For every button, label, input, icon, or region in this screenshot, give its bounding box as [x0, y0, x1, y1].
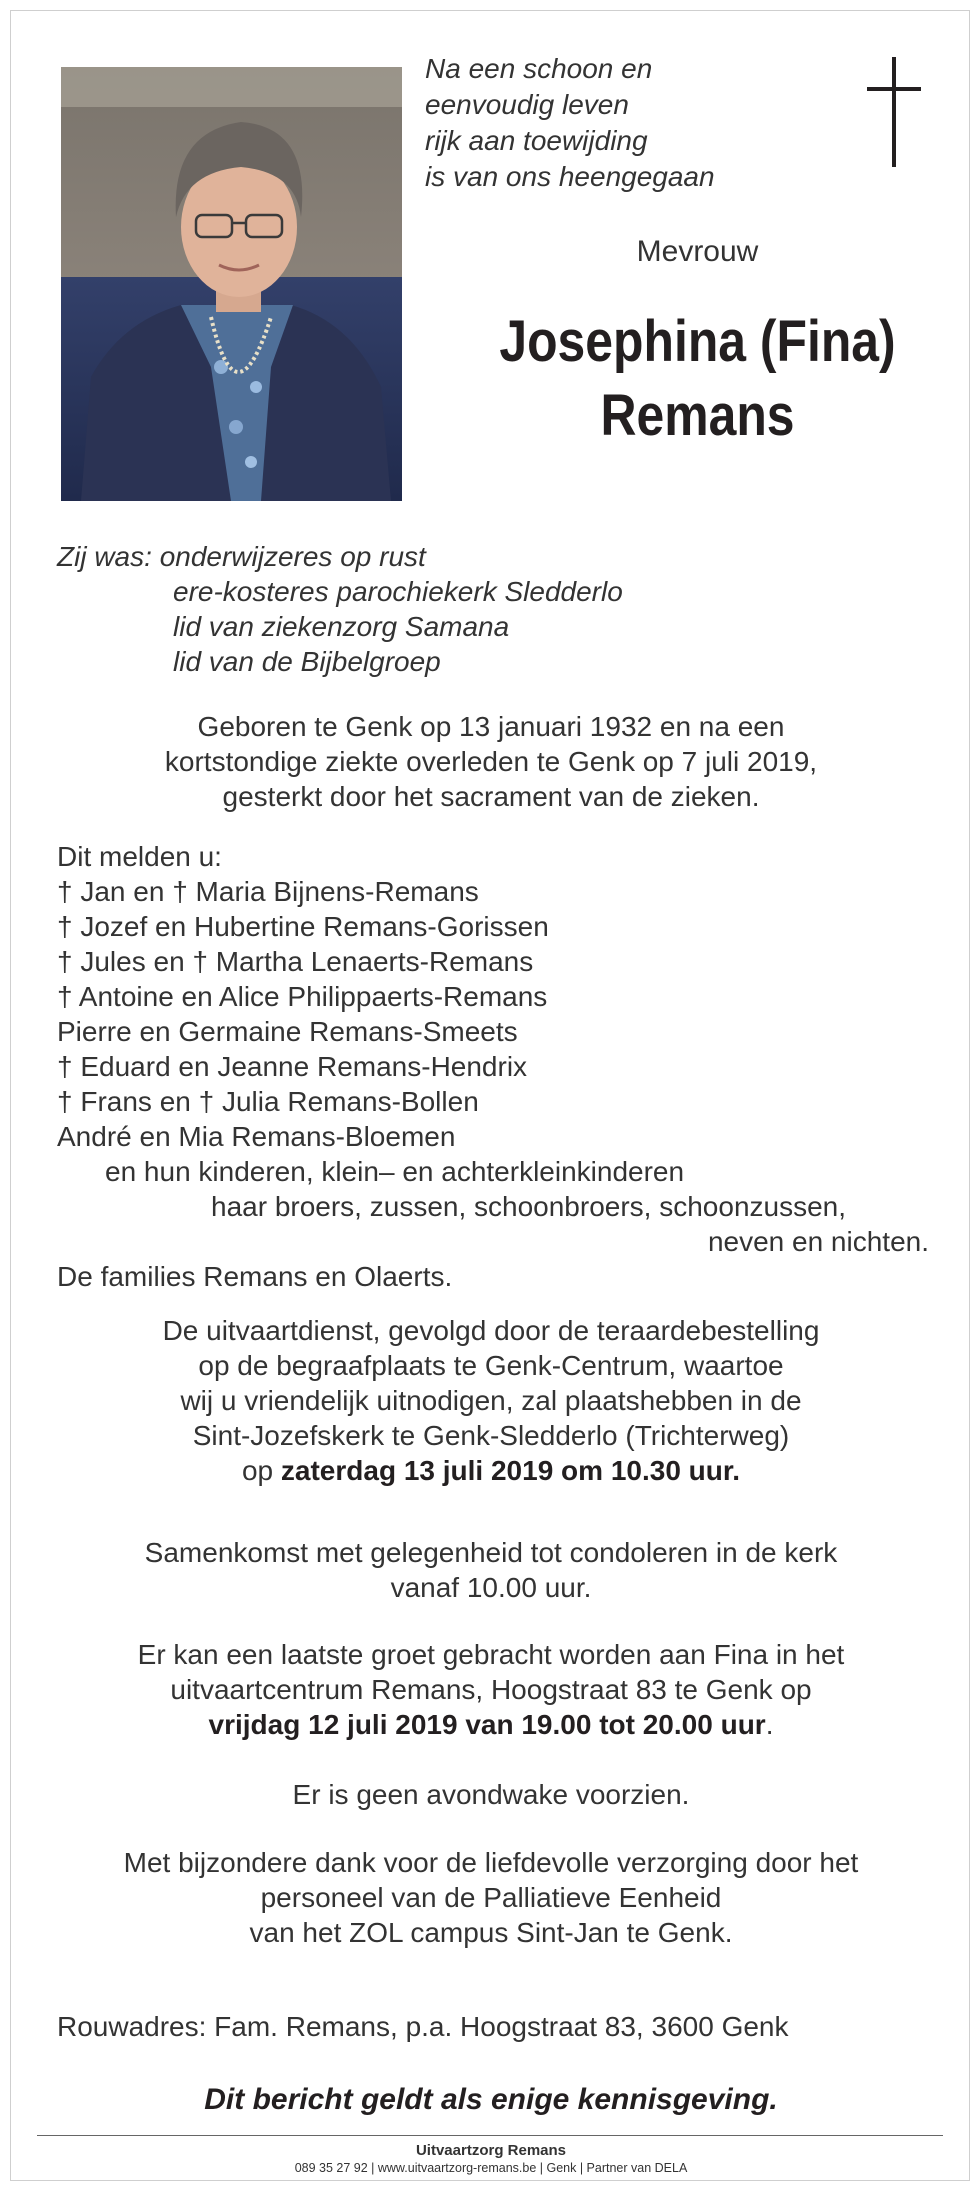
- meeting-line: vanaf 10.00 uur.: [390, 1572, 592, 1603]
- footer-divider: [37, 2135, 943, 2136]
- family-member: † Eduard en Jeanne Remans-Hendrix: [57, 1051, 528, 1082]
- thanks-line: Met bijzondere dank voor de liefdevolle verzorging door het: [123, 1847, 859, 1878]
- greeting-line: uitvaartcentrum Remans, Hoogstraat 83 te Genk op: [170, 1674, 812, 1705]
- birth-line: gesterkt door het sacrament van de zieken.: [222, 781, 760, 812]
- condolence-paragraph: [41, 1535, 941, 1605]
- thanks-line: personeel van de Palliatieve Eenheid: [260, 1882, 722, 1913]
- service-line: wij u vriendelijk uitnodigen, zal plaatshebben in de: [180, 1385, 802, 1416]
- family-member: † Frans en † Julia Remans-Bollen: [57, 1086, 479, 1117]
- family-member: Pierre en Germaine Remans-Smeets: [57, 1016, 518, 1047]
- family-siblings: haar broers, zussen, schoonbroers, schoonzussen,: [211, 1191, 847, 1222]
- funeral-home-name: Uitvaartzorg Remans: [415, 2142, 567, 2159]
- greeting-date: vrijdag 12 juli 2019 van 19.00 tot 20.00 uur: [208, 1709, 766, 1740]
- role-item: ere-kosteres parochiekerk Sledderlo: [173, 576, 623, 607]
- family-children: en hun kinderen, klein– en achterkleinkinderen: [105, 1156, 685, 1187]
- thanks-line: van het ZOL campus Sint-Jan te Genk.: [249, 1917, 733, 1948]
- thanks-paragraph: [41, 1845, 941, 1950]
- family-families: De families Remans en Olaerts.: [57, 1261, 453, 1292]
- name-line-1: Josephina (Fina): [499, 309, 896, 374]
- deceased-name: [463, 305, 932, 453]
- verse-line: is van ons heengegaan: [425, 161, 715, 192]
- cross-icon: [867, 57, 921, 167]
- service-date-line: [41, 1453, 941, 1488]
- verse-poem: [425, 51, 765, 195]
- greeting-date-line: [41, 1707, 941, 1742]
- role-item: lid van de Bijbelgroep: [173, 646, 441, 677]
- service-line: op de begraafplaats te Genk-Centrum, waartoe: [198, 1350, 784, 1381]
- family-member: † Jozef en Hubertine Remans-Gorissen: [57, 911, 549, 942]
- family-member: † Jan en † Maria Bijnens-Remans: [57, 876, 479, 907]
- obituary-card: [10, 10, 970, 2181]
- service-date-prefix: op: [241, 1455, 281, 1486]
- name-line-2: Remans: [600, 383, 795, 448]
- service-date: zaterdag 13 juli 2019 om 10.30 uur.: [280, 1455, 741, 1486]
- honorific: Mevrouw: [636, 235, 759, 268]
- meeting-line: Samenkomst met gelegenheid tot condoleren in de kerk: [144, 1537, 838, 1568]
- roles-label: Zij was:: [57, 541, 152, 572]
- verse-line: Na een schoon en: [425, 53, 653, 84]
- family-intro: Dit melden u:: [57, 841, 222, 872]
- service-line: Sint-Jozefskerk te Genk-Sledderlo (Trichterweg): [192, 1420, 790, 1451]
- birth-death-paragraph: [41, 709, 941, 814]
- no-wake-line: Er is geen avondwake voorzien.: [292, 1779, 690, 1810]
- birth-line: kortstondige ziekte overleden te Genk op 7 juli 2019,: [164, 746, 818, 777]
- sole-notice-statement: Dit bericht geldt als enige kennisgeving.: [204, 2083, 778, 2116]
- family-member: † Jules en † Martha Lenaerts-Remans: [57, 946, 534, 977]
- greeting-line: Er kan een laatste groet gebracht worden aan Fina in het: [137, 1639, 845, 1670]
- family-member: André en Mia Remans-Bloemen: [57, 1121, 456, 1152]
- mourning-address: Rouwadres: Fam. Remans, p.a. Hoogstraat 83, 3600 Genk: [57, 2011, 789, 2042]
- funeral-service-paragraph: [41, 1313, 941, 1488]
- family-member: † Antoine en Alice Philippaerts-Remans: [57, 981, 548, 1012]
- family-list: [57, 839, 937, 1294]
- last-greeting-paragraph: [41, 1637, 941, 1742]
- family-cousins: neven en nichten.: [707, 1226, 929, 1257]
- no-wake-notice: [41, 1777, 941, 1812]
- role-item: lid van ziekenzorg Samana: [173, 611, 510, 642]
- verse-line: rijk aan toewijding: [425, 125, 648, 156]
- roles-list: [57, 539, 757, 679]
- portrait-photo: [61, 67, 402, 501]
- birth-line: Geboren te Genk op 13 januari 1932 en na een: [197, 711, 785, 742]
- funeral-home-contact: 089 35 27 92 | www.uitvaartzorg-remans.be | Genk | Partner van DELA: [294, 2161, 688, 2175]
- role-item: onderwijzeres op rust: [159, 541, 426, 572]
- greeting-date-suffix: .: [765, 1709, 774, 1740]
- portrait-image: [61, 67, 402, 501]
- roles-first-row: [57, 539, 757, 574]
- verse-line: eenvoudig leven: [425, 89, 629, 120]
- service-line: De uitvaartdienst, gevolgd door de teraardebestelling: [162, 1315, 820, 1346]
